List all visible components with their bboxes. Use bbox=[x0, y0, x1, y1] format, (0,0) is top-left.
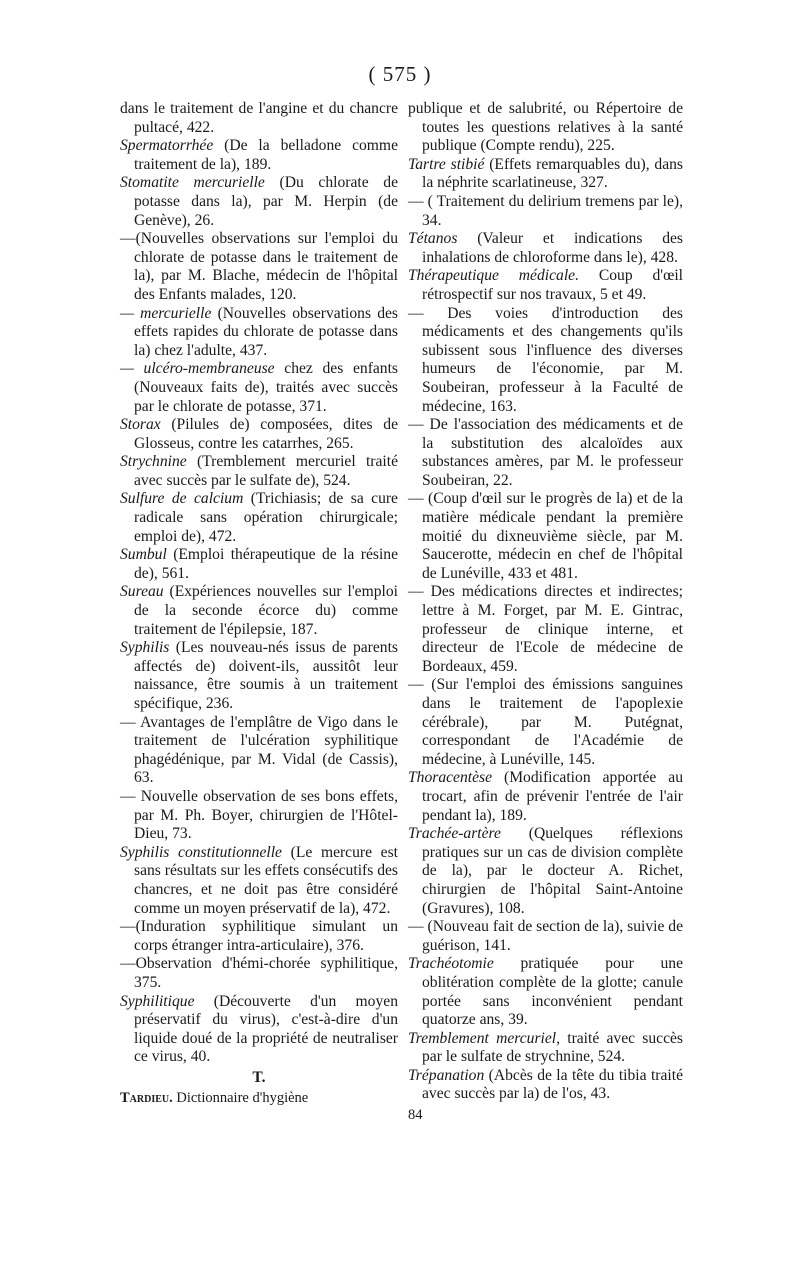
index-entry bbox=[120, 639, 398, 713]
index-entry-keyword: Thoracentèse bbox=[408, 769, 493, 787]
index-entry bbox=[408, 583, 683, 676]
index-entry-text: (Expériences nouvelles sur l'emploi de la seconde écorce du) comme traitement de l'épilepsie, 187. bbox=[134, 583, 398, 638]
index-entry-keyword: Spermatorrhée bbox=[120, 137, 214, 155]
index-entry-text: —(Induration syphilitique simulant un corps étranger intra-articulaire), 376. bbox=[120, 918, 398, 954]
index-entry-keyword: — mercurielle bbox=[120, 304, 212, 322]
index-entry-text: traité avec succès par le sulfate de strychnine, 524. bbox=[422, 1029, 683, 1066]
page-number: ( 575 ) bbox=[368, 62, 432, 86]
index-entry bbox=[408, 230, 683, 267]
index-entry-text: —Observation d'hémi-chorée syphilitique, 375. bbox=[120, 955, 398, 991]
index-entry bbox=[408, 416, 683, 490]
index-entry-text: — (Nouveau fait de section de la), suivie de guérison, 141. bbox=[408, 918, 683, 954]
signature-label: Tardieu. bbox=[120, 1090, 173, 1107]
index-entry bbox=[120, 844, 398, 918]
index-entry bbox=[120, 305, 398, 361]
index-entry-keyword: Thérapeutique médicale. bbox=[408, 267, 579, 285]
index-entry bbox=[408, 825, 683, 918]
index-entry bbox=[408, 100, 683, 156]
index-entry bbox=[120, 714, 398, 788]
index-entry-text: (Trichiasis; de sa cure radicale sans opération chirurgicale; emploi de), 472. bbox=[134, 490, 398, 545]
index-entry bbox=[408, 918, 683, 955]
index-entry-keyword: Syphilis bbox=[120, 639, 170, 657]
index-entry-text: chez des enfants (Nouveaux faits de), traités avec succès par le chlorate de potasse, 371. bbox=[134, 360, 399, 415]
index-entry-keyword: Syphilitique bbox=[120, 992, 195, 1010]
index-entry bbox=[120, 993, 398, 1067]
index-entry-text: — (Coup d'œil sur le progrès de la) et de la matière médicale pendant la première moitié du dixneuvième siècle, par M. Saucerotte, médecin en chef de l'hôpital de Lunéville, 433 et 481. bbox=[408, 490, 683, 582]
index-entry bbox=[408, 267, 683, 304]
index-entry-keyword: Sulfure de calcium bbox=[120, 490, 244, 508]
index-entry-text: (Modification apportée au trocart, afin de prévenir l'entrée de l'air pendant la), 189. bbox=[422, 769, 683, 824]
index-entry-text: —(Nouvelles observations sur l'emploi du chlorate de potasse dans le traitement de la), par M. Blache, médecin de l'hôpital des Enfants malades, 120. bbox=[120, 230, 398, 303]
index-entry bbox=[408, 1030, 683, 1067]
index-entry-text: (Découverte d'un moyen préservatif du virus), c'est-à-dire d'un liquide doué de la propriété de neutraliser ce virus, 40. bbox=[134, 992, 398, 1066]
index-entry-text: — Avantages de l'emplâtre de Vigo dans le traitement de l'ulcération syphilitique phagédénique, par M. Vidal (de Cassis), 63. bbox=[120, 713, 398, 787]
index-entry-keyword: Tétanos bbox=[408, 230, 458, 248]
index-entry-text: pratiquée pour une oblitération complète de la glotte; canule portée sans inconvénient pendant quatorze ans, 39. bbox=[422, 955, 683, 1029]
signature-page: 84 bbox=[408, 1107, 423, 1124]
index-entry-keyword: Tremblement mercuriel, bbox=[408, 1029, 561, 1047]
index-entry-text: (Le mercure est sans résultats sur les effets consécutifs des chancres, et ne doit pas être considéré comme un moyen préservatif de la), 472. bbox=[134, 843, 399, 917]
index-entry bbox=[408, 490, 683, 583]
index-entry-text: (Quelques réflexions pratiques sur un cas de division complète de la), par le docteur A. Richet, chirurgien de l'hôpital Saint-Antoine (Gravures), 108. bbox=[422, 825, 683, 917]
index-entry bbox=[408, 193, 683, 230]
index-entry-text: (Valeur et indications des inhalations de chloroforme dans le), 428. bbox=[422, 230, 683, 266]
index-entry-text: (Nouvelles observations des effets rapides du chlorate de potasse dans la) chez l'adulte, 437. bbox=[134, 304, 399, 359]
index-entry bbox=[120, 137, 398, 174]
index-entry-text: publique et de salubrité, ou Répertoire de toutes les questions relatives à la santé publique (Compte rendu), 225. bbox=[408, 100, 683, 155]
index-entry bbox=[408, 955, 683, 1029]
index-entry-keyword: Trachée-artère bbox=[408, 825, 501, 843]
index-entry-keyword: Strychnine bbox=[120, 453, 187, 471]
index-entry-keyword: Trépanation bbox=[408, 1066, 485, 1084]
index-entry-text: — ( Traitement du delirium tremens par le), 34. bbox=[408, 192, 683, 229]
index-entry-keyword: Sureau bbox=[120, 583, 164, 601]
index-entry bbox=[408, 676, 683, 769]
index-entry bbox=[120, 360, 398, 416]
index-entry-text: — De l'association des médicaments et de la substitution des alcaloïdes aux substances amères, par M. le professeur Soubeiran, 22. bbox=[408, 416, 683, 489]
index-entry bbox=[120, 416, 398, 453]
index-entry-text: (Pilules de) composées, dites de Glosseus, contre les catarrhes, 265. bbox=[134, 416, 398, 452]
index-entry-keyword: Tartre stibié bbox=[408, 155, 485, 173]
signature-text: Dictionnaire d'hygiène bbox=[172, 1090, 309, 1107]
index-entry-keyword: — ulcéro-membraneuse bbox=[120, 360, 275, 378]
index-entry-text: (Les nouveau-nés issus de parents affectés de) doivent-ils, aussitôt leur naissance, être soumis à un traitement spécifique, 236. bbox=[134, 639, 398, 712]
index-entry bbox=[120, 788, 398, 844]
index-entry bbox=[120, 583, 398, 639]
index-entry bbox=[120, 230, 398, 304]
index-entry-keyword: Syphilis constitutionnelle bbox=[120, 843, 282, 861]
index-entry-keyword: Stomatite mercurielle bbox=[120, 174, 265, 192]
index-entry-text: Coup d'œil rétrospectif sur nos travaux, 5 et 49. bbox=[422, 267, 683, 303]
index-entry-text: dans le traitement de l'angine et du chancre pultacé, 422. bbox=[120, 100, 398, 136]
index-entry-text: — Des voies d'introduction des médicaments et des changements qu'ils subissent sous l'influence des diverses humeurs de l'économie, par M. Soubeiran, professeur à la Faculté de médecine, 163. bbox=[408, 304, 683, 415]
index-entry-text: (De la belladone comme traitement de la), 189. bbox=[134, 137, 398, 173]
index-entry-text: — Des médications directes et indirectes; lettre à M. Forget, par M. E. Gintrac, professeur de clinique interne, et directeur de l'Ecole de médecine de Bordeaux, 459. bbox=[408, 583, 683, 675]
index-entry bbox=[408, 1067, 683, 1104]
index-entry bbox=[120, 453, 398, 490]
index-entry bbox=[120, 100, 398, 137]
index-entry-text: — (Sur l'emploi des émissions sanguines dans le traitement de l'apoplexie cérébrale), par M. Putégnat, correspondant de l'Académie de médecine, à Lunéville, 145. bbox=[408, 676, 683, 768]
section-letter: T. bbox=[252, 1068, 266, 1086]
index-entry bbox=[120, 174, 398, 230]
index-entry bbox=[120, 546, 398, 583]
index-entry-text: (Tremblement mercuriel traité avec succès par le sulfate de), 524. bbox=[134, 453, 398, 489]
index-entry bbox=[120, 918, 398, 955]
index-entry bbox=[408, 156, 683, 193]
index-entry bbox=[120, 955, 398, 992]
index-entry bbox=[408, 769, 683, 825]
index-column-left bbox=[120, 100, 398, 1108]
index-entry-text: — Nouvelle observation de ses bons effets, par M. Ph. Boyer, chirurgien de l'Hôtel-Dieu, 73. bbox=[120, 787, 398, 843]
index-column-right bbox=[408, 100, 683, 1125]
index-entry-keyword: Sumbul bbox=[120, 546, 167, 564]
index-entry bbox=[408, 305, 683, 417]
index-entry-text: (Du chlorate de potasse dans la), par M. Herpin (de Genève), 26. bbox=[134, 174, 398, 229]
index-entry-text: (Effets remarquables du), dans la néphrite scarlatineuse, 327. bbox=[422, 155, 683, 192]
signature-line bbox=[120, 1089, 398, 1108]
index-entry-text: (Emploi thérapeutique de la résine de), 561. bbox=[134, 546, 398, 582]
index-entry-keyword: Trachéotomie bbox=[408, 955, 494, 973]
index-entry-text: (Abcès de la tête du tibia traité avec succès par la) de l'os, 43. bbox=[422, 1066, 683, 1103]
index-entry bbox=[120, 490, 398, 546]
index-entry-keyword: Storax bbox=[120, 416, 161, 434]
